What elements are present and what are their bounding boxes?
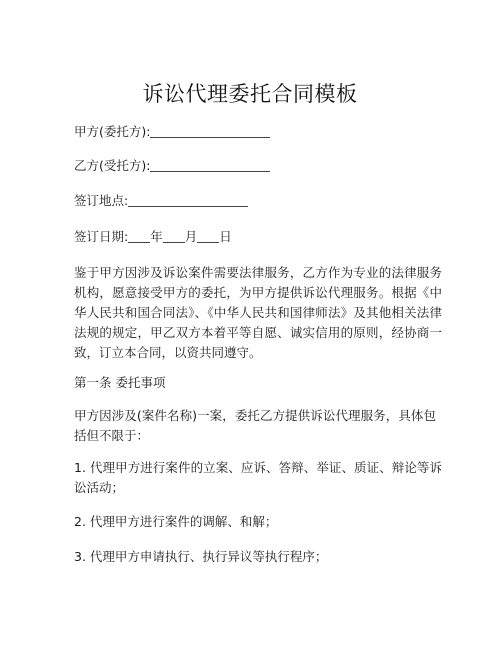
party-b-label: 乙方(受托方): xyxy=(74,158,151,173)
date-month-blank[interactable] xyxy=(163,230,185,243)
sign-place-label: 签订地点: xyxy=(74,193,129,208)
date-month-label: 月 xyxy=(184,229,198,244)
article-1-intro: 甲方因涉及(案件名称)一案，委托乙方提供诉讼代理服务，具体包括但不限于： xyxy=(74,408,436,443)
article-1-heading: 第一条 委托事项 xyxy=(74,375,166,390)
date-year-label: 年 xyxy=(150,229,163,244)
sign-place-blank[interactable] xyxy=(128,194,248,207)
party-b-blank[interactable] xyxy=(150,159,270,172)
sign-place-field xyxy=(74,191,248,209)
party-b-field xyxy=(74,156,270,174)
sign-date-field xyxy=(74,227,232,245)
party-a-label: 甲方(委托方): xyxy=(74,124,151,139)
date-day-label: 日 xyxy=(219,229,232,244)
party-a-blank[interactable] xyxy=(150,125,270,138)
date-day-blank[interactable] xyxy=(197,230,219,243)
article-1-item-1: 1. 代理甲方进行案件的立案、应诉、答辩、举证、质证、辩论等诉讼活动； xyxy=(74,460,442,495)
sign-date-label: 签订日期: xyxy=(74,229,129,244)
document-title: 诉讼代理委托合同模板 xyxy=(142,82,358,106)
article-1-item-2: 2. 代理甲方进行案件的调解、和解； xyxy=(74,514,278,529)
party-a-field xyxy=(74,122,270,140)
preamble-paragraph: 鉴于甲方因涉及诉讼案件需要法律服务，乙方作为专业的法律服务机构，愿意接受甲方的委托，为甲方提供诉讼代理服务。根据《中华人民共和国合同法》、《中华人民共和国律师法》及其他相关法律法规的规定，甲乙双方本着平等自愿、诚实信用的原则，经协商一致，订立本合同，以资共同遵守。 xyxy=(74,265,442,360)
date-year-blank[interactable] xyxy=(128,230,150,243)
article-1-item-3: 3. 代理甲方申请执行、执行异议等执行程序； xyxy=(74,549,328,564)
